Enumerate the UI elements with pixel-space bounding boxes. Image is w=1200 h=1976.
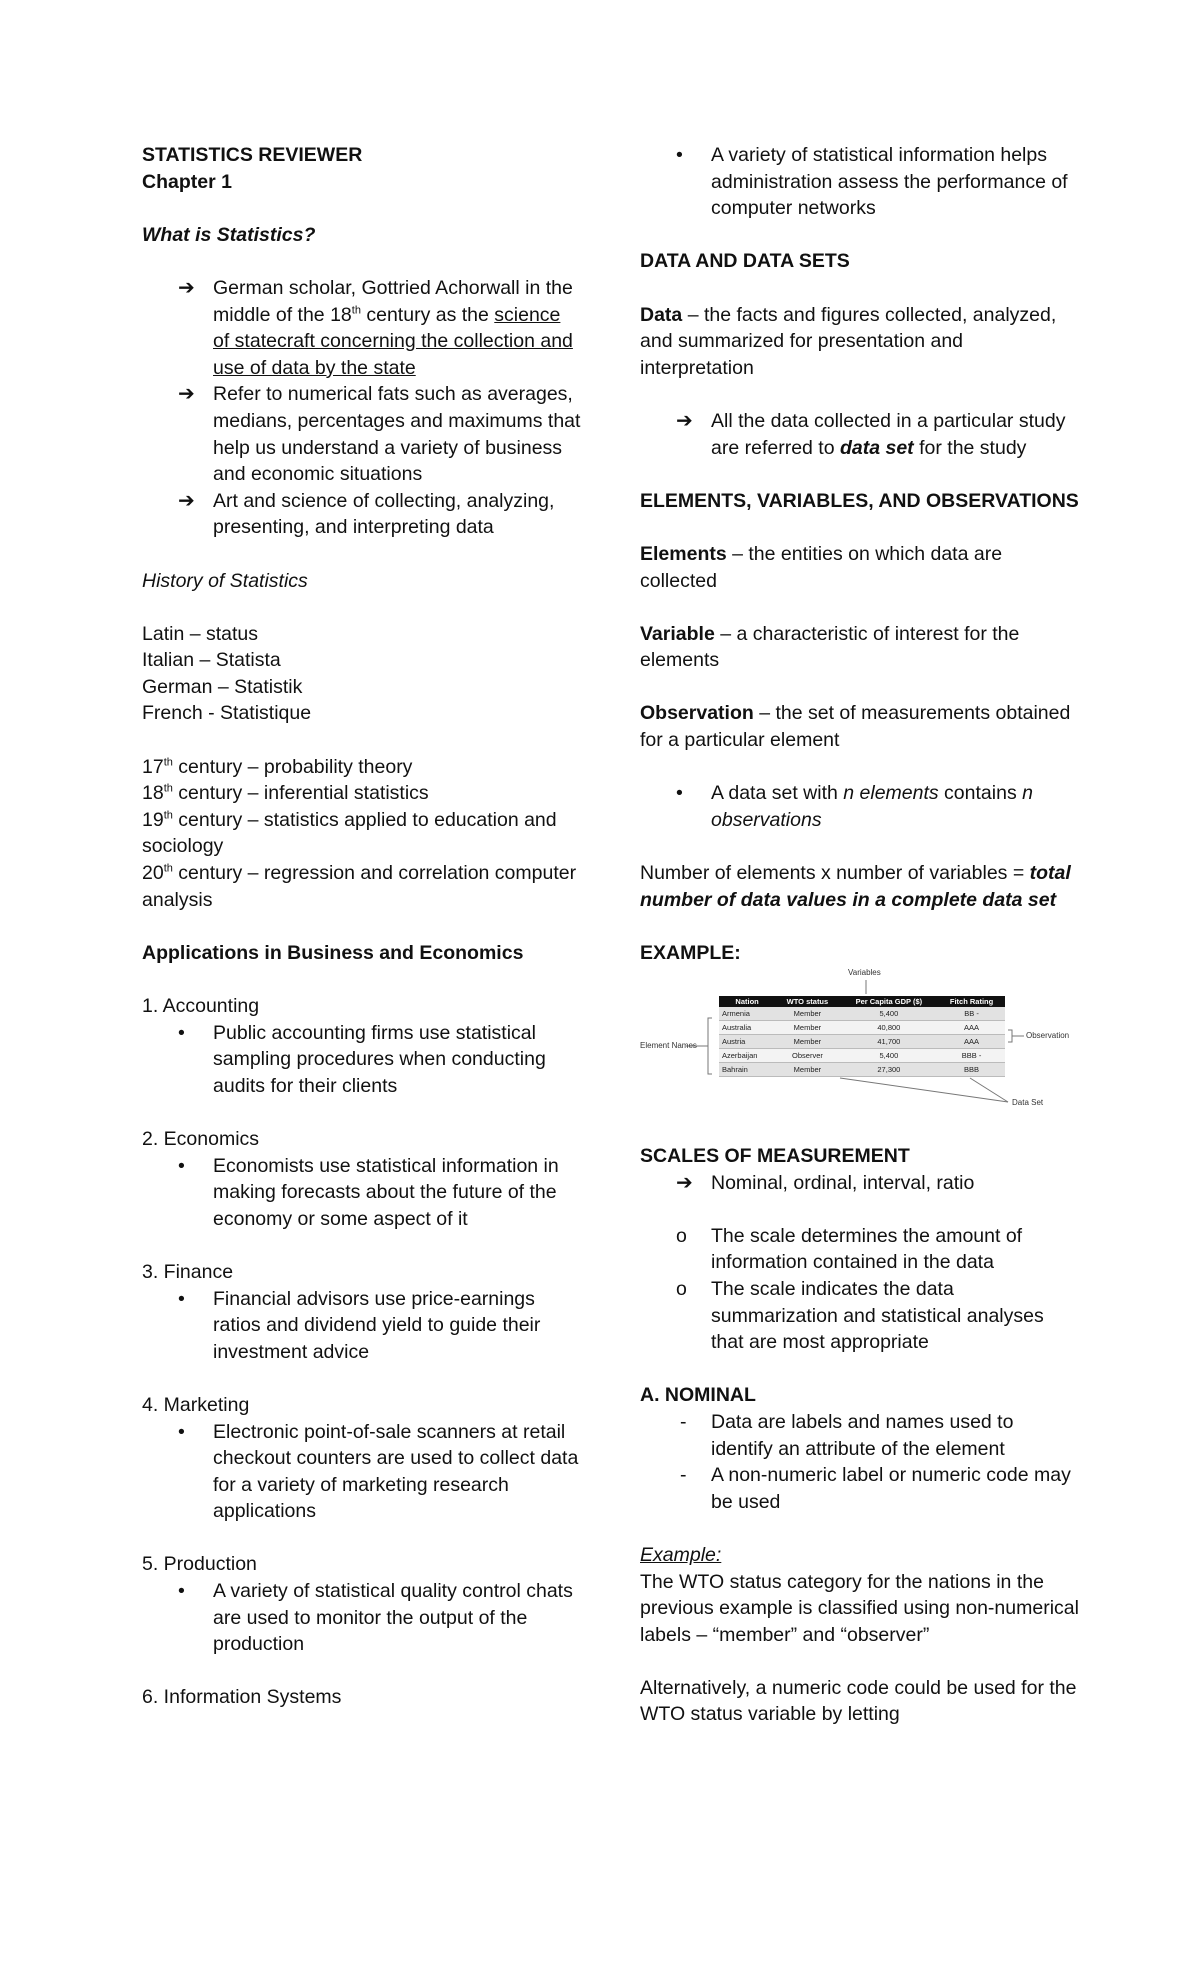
century-line: 20th century – regression and correlation computer analysis bbox=[142, 862, 577, 911]
bullet-icon: • bbox=[178, 1420, 185, 1443]
data-sets-heading: DATA AND DATA SETS bbox=[640, 250, 850, 273]
application-bullet: • Economists use statistical information in making forecasts about the future of the economy or some aspect of it bbox=[178, 1154, 559, 1230]
history-line: French - Statistique bbox=[142, 702, 312, 725]
table-row: Bahrain Member 27,300 BBB bbox=[719, 1063, 1005, 1077]
n-elements-bullet: • A data set with n elements contains n observations bbox=[676, 782, 1033, 831]
alternative-paragraph: Alternatively, a numeric code could be used for the WTO status variable by letting bbox=[640, 1676, 1077, 1726]
table-header-cell: Nation bbox=[719, 996, 775, 1007]
application-bullet: • A variety of statistical quality control chats are used to monitor the output of the production bbox=[178, 1580, 573, 1656]
bullet-icon: • bbox=[676, 144, 683, 166]
century-line: 17th century – probability theory bbox=[142, 755, 413, 778]
table-row: Austria Member 41,700 AAA bbox=[719, 1035, 1005, 1049]
application-heading: 4. Marketing bbox=[142, 1393, 250, 1416]
table-row: Australia Member 40,800 AAA bbox=[719, 1021, 1005, 1035]
application-heading: 5. Production bbox=[142, 1553, 257, 1576]
arrow-item-numerical-facts: ➔ Refer to numerical fats such as averages, medians, percentages and maximums that help us understand a variety of business and economic situations bbox=[178, 383, 581, 486]
table-header-cell: WTO status bbox=[775, 996, 839, 1007]
application-heading: 1. Accounting bbox=[142, 995, 260, 1017]
applications-heading: Applications in Business and Economics bbox=[142, 941, 524, 964]
arrow-item-definition-origin: ➔ German scholar, Gottried Achorwall in the middle of the 18th century as the science of statecraft concerning the collection and use of data by the state bbox=[178, 276, 573, 379]
underlined-definition: science of statecraft concerning the collection and use of data by the state bbox=[213, 303, 573, 379]
application-bullet: • Electronic point-of-sale scanners at retail checkout counters are used to collect data for a variety of marketing research applications bbox=[178, 1420, 579, 1523]
chapter-label: Chapter 1 bbox=[142, 170, 232, 193]
scales-heading: SCALES OF MEASUREMENT bbox=[640, 1145, 910, 1167]
bullet-icon: • bbox=[178, 1021, 185, 1044]
nominal-heading: A. NOMINAL bbox=[640, 1384, 756, 1407]
circle-item-scale-amount: o The scale determines the amount of information contained in the data bbox=[676, 1224, 1023, 1274]
circle-item-scale-summarization: o The scale indicates the data summarization and statistical analyses that are most appropriate bbox=[676, 1277, 1044, 1354]
arrow-item-art-and-science: ➔ Art and science of collecting, analyzing, presenting, and interpreting data bbox=[178, 489, 555, 539]
history-line: Italian – Statista bbox=[142, 649, 281, 672]
table-header-cell: Fitch Rating bbox=[938, 996, 1005, 1007]
dash-item-nominal-labels: - Data are labels and names used to identify an attribute of the element bbox=[680, 1410, 1014, 1460]
dash-icon: - bbox=[680, 1410, 687, 1433]
what-is-statistics-heading: What is Statistics? bbox=[142, 223, 316, 246]
dash-icon: - bbox=[680, 1464, 687, 1487]
info-systems-bullet: • A variety of statistical information helps administration assess the performance of computer networks bbox=[676, 144, 1068, 220]
bullet-icon: • bbox=[178, 1287, 185, 1310]
history-heading: History of Statistics bbox=[142, 569, 308, 592]
bullet-icon: • bbox=[676, 782, 683, 805]
variables-label: Variables bbox=[848, 968, 881, 978]
bullet-icon: • bbox=[178, 1580, 185, 1603]
application-heading: 6. Information Systems bbox=[142, 1686, 342, 1709]
arrow-item-scales: ➔ Nominal, ordinal, interval, ratio bbox=[640, 1170, 1080, 1197]
arrow-icon: ➔ bbox=[178, 276, 195, 299]
table-header-row bbox=[719, 996, 1005, 1007]
element-names-label: Element Names bbox=[640, 1041, 697, 1051]
example-paragraph: The WTO status category for the nations in the previous example is classified using non-numerical labels – “member” and “observer” bbox=[640, 1570, 1079, 1646]
history-line: Latin – status bbox=[142, 622, 258, 645]
document-title: STATISTICS REVIEWER bbox=[142, 144, 363, 166]
right-column bbox=[640, 142, 1080, 1728]
formula-line: Number of elements x number of variables = total number of data values in a complete data set bbox=[640, 862, 1071, 911]
example-heading: EXAMPLE: bbox=[640, 941, 741, 964]
circle-bullet-icon: o bbox=[676, 1224, 687, 1247]
bullet-icon: • bbox=[178, 1154, 185, 1177]
observation-definition: Observation – the set of measurements obtained for a particular element bbox=[640, 702, 1071, 752]
example-data-table bbox=[719, 996, 1005, 1077]
arrow-icon: ➔ bbox=[178, 383, 195, 406]
application-bullet: • Public accounting firms use statistical sampling procedures when conducting audits for their clients bbox=[178, 1021, 546, 1097]
arrow-item-data-set: ➔ All the data collected in a particular study are referred to data set for the study bbox=[676, 409, 1066, 459]
dash-item-nominal-code: - A non-numeric label or numeric code may be used bbox=[680, 1464, 1071, 1513]
century-line: 19th century – statistics applied to education and sociology bbox=[142, 808, 557, 858]
application-heading: 2. Economics bbox=[142, 1127, 260, 1150]
arrow-icon: ➔ bbox=[676, 1171, 693, 1194]
table-row: Azerbaijan Observer 5,400 BBB - bbox=[719, 1049, 1005, 1063]
application-heading: 3. Finance bbox=[142, 1260, 234, 1283]
table-row: Armenia Member 5,400 BB - bbox=[719, 1007, 1005, 1021]
circle-bullet-icon: o bbox=[676, 1277, 687, 1300]
arrow-icon: ➔ bbox=[178, 489, 195, 512]
elements-variables-observations-heading: ELEMENTS, VARIABLES, AND OBSERVATIONS bbox=[640, 489, 1079, 512]
example-subheading: Example: bbox=[640, 1543, 722, 1566]
application-bullet: • Financial advisors use price-earnings ratios and dividend yield to guide their investment advice bbox=[178, 1287, 541, 1363]
century-line: 18th century – inferential statistics bbox=[142, 782, 429, 805]
arrow-icon: ➔ bbox=[676, 409, 693, 432]
data-definition: Data – the facts and figures collected, analyzed, and summarized for presentation and interpretation bbox=[640, 303, 1057, 379]
history-line: German – Statistik bbox=[142, 675, 303, 698]
data-set-label: Data Set bbox=[1012, 1098, 1044, 1108]
example-data-table-figure bbox=[640, 966, 1080, 1116]
left-column bbox=[142, 142, 582, 1711]
table-header-cell: Per Capita GDP ($) bbox=[840, 996, 938, 1007]
variable-definition: Variable – a characteristic of interest for the elements bbox=[640, 622, 1020, 672]
observation-label: Observation bbox=[1026, 1031, 1070, 1041]
elements-definition: Elements – the entities on which data are collected bbox=[640, 542, 1003, 592]
